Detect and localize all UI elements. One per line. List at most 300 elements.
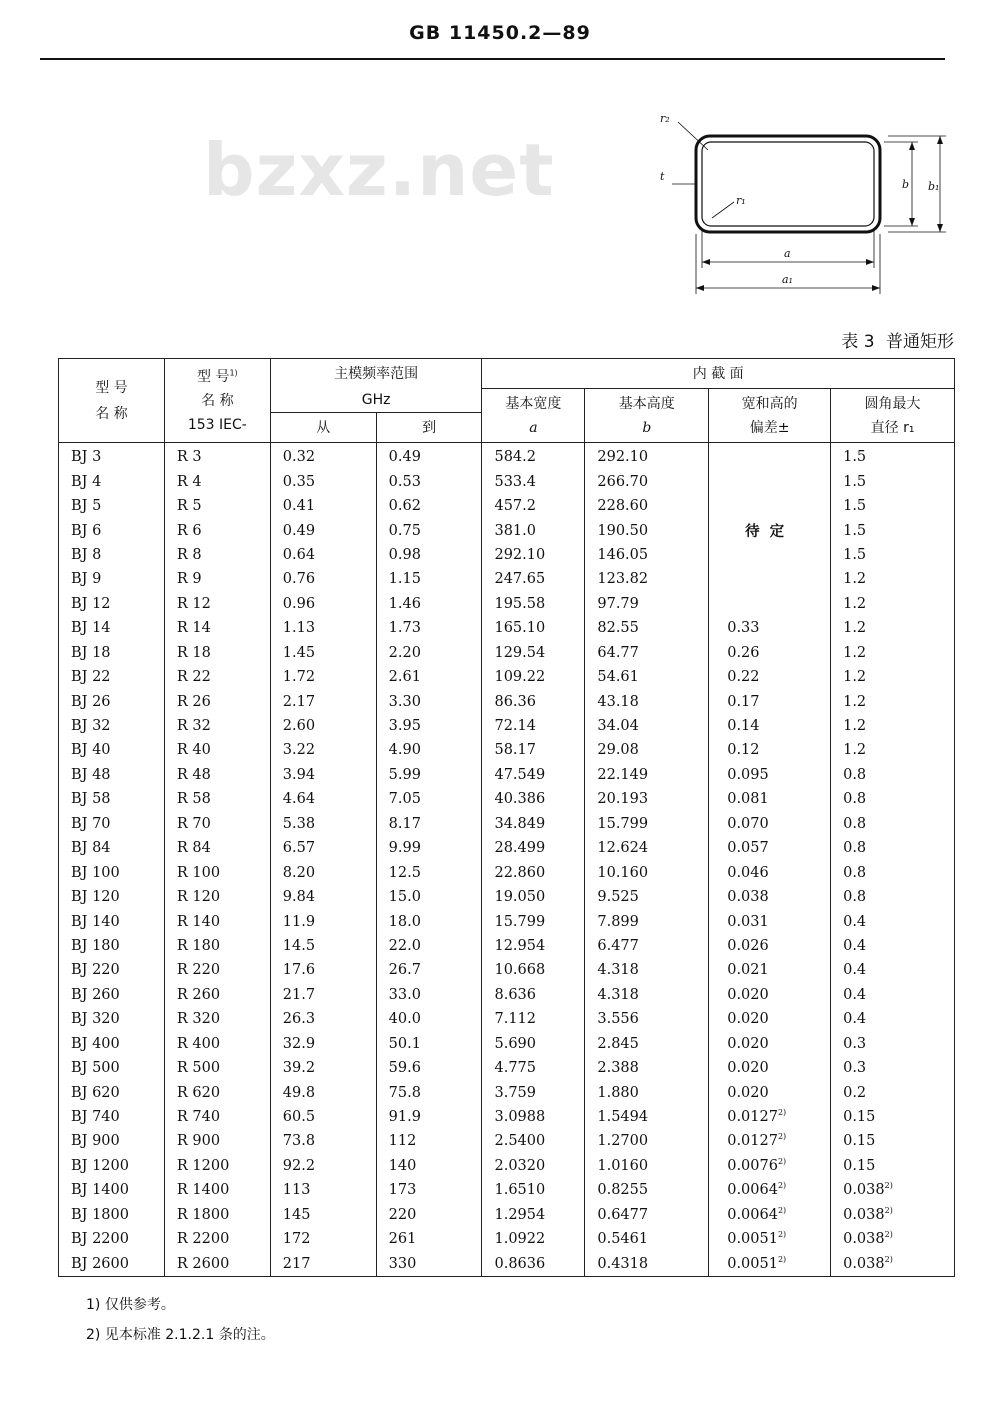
cell-width: 2.0320: [482, 1154, 585, 1178]
cell-freq-from: 0.64: [270, 543, 376, 567]
cell-freq-from: 217: [270, 1251, 376, 1276]
cell-tolerance: 0.0064$^{2)}$: [709, 1203, 831, 1227]
cell-type-name: BJ 500: [59, 1056, 165, 1080]
cell-height: 10.160: [585, 860, 709, 884]
cell-freq-to: 1.46: [376, 592, 482, 616]
table-row: [59, 1129, 955, 1153]
cell-tolerance: 0.020: [709, 983, 831, 1007]
cell-freq-to: 75.8: [376, 1080, 482, 1104]
cell-tolerance: 0.0051$^{2)}$: [709, 1227, 831, 1251]
cell-freq-from: 172: [270, 1227, 376, 1251]
cell-height: 4.318: [585, 958, 709, 982]
cell-freq-from: 0.76: [270, 567, 376, 591]
waveguide-cross-section-diagram: [650, 108, 950, 303]
cell-height: 15.799: [585, 812, 709, 836]
cell-tolerance: 0.26: [709, 641, 831, 665]
cell-tolerance: 0.020: [709, 1007, 831, 1031]
cell-corner-radius: 0.4: [831, 909, 955, 933]
cell-height: 20.193: [585, 787, 709, 811]
cell-iec-name: R 9: [164, 567, 270, 591]
cell-height: 43.18: [585, 689, 709, 713]
cell-freq-from: 0.35: [270, 469, 376, 493]
cell-height: 1.880: [585, 1080, 709, 1104]
cell-iec-name: R 260: [164, 983, 270, 1007]
cell-tolerance-pending: 待定: [709, 443, 831, 617]
cell-height: 0.4318: [585, 1251, 709, 1276]
cell-height: 2.388: [585, 1056, 709, 1080]
cell-width: 7.112: [482, 1007, 585, 1031]
cell-corner-radius: 0.4: [831, 1007, 955, 1031]
cell-freq-from: 14.5: [270, 934, 376, 958]
cell-freq-to: 140: [376, 1154, 482, 1178]
table-row: [59, 1154, 955, 1178]
cell-freq-to: 330: [376, 1251, 482, 1276]
cell-freq-to: 91.9: [376, 1105, 482, 1129]
cell-freq-from: 3.94: [270, 763, 376, 787]
cell-height: 266.70: [585, 469, 709, 493]
cell-tolerance: 0.021: [709, 958, 831, 982]
header-height: 基本高度 b: [585, 389, 709, 443]
cell-type-name: BJ 12: [59, 592, 165, 616]
header-iec-name: 型 号$^{1)}$ 名 称 153 IEC-: [164, 359, 270, 443]
cell-freq-from: 32.9: [270, 1032, 376, 1056]
cell-tolerance: 0.026: [709, 934, 831, 958]
cell-tolerance: 0.020: [709, 1032, 831, 1056]
cell-iec-name: R 40: [164, 738, 270, 762]
cell-iec-name: R 400: [164, 1032, 270, 1056]
cell-type-name: BJ 48: [59, 763, 165, 787]
cell-type-name: BJ 1200: [59, 1154, 165, 1178]
cell-freq-to: 0.75: [376, 518, 482, 542]
cell-type-name: BJ 3: [59, 443, 165, 470]
cell-freq-from: 39.2: [270, 1056, 376, 1080]
cell-height: 54.61: [585, 665, 709, 689]
cell-iec-name: R 740: [164, 1105, 270, 1129]
cell-corner-radius: 1.2: [831, 641, 955, 665]
cell-height: 4.318: [585, 983, 709, 1007]
cell-type-name: BJ 40: [59, 738, 165, 762]
cell-type-name: BJ 900: [59, 1129, 165, 1153]
table-row: [59, 1105, 955, 1129]
cell-width: 1.0922: [482, 1227, 585, 1251]
cell-freq-from: 0.96: [270, 592, 376, 616]
cell-height: 34.04: [585, 714, 709, 738]
cell-iec-name: R 120: [164, 885, 270, 909]
cell-corner-radius: 0.15: [831, 1154, 955, 1178]
cell-height: 2.845: [585, 1032, 709, 1056]
cell-height: 0.5461: [585, 1227, 709, 1251]
cell-type-name: BJ 120: [59, 885, 165, 909]
cell-corner-radius: 0.038$^{2)}$: [831, 1227, 955, 1251]
cell-type-name: BJ 2200: [59, 1227, 165, 1251]
cell-tolerance: 0.020: [709, 1080, 831, 1104]
cell-height: 29.08: [585, 738, 709, 762]
cell-type-name: BJ 9: [59, 567, 165, 591]
diagram-label-b: b: [902, 178, 910, 191]
cell-freq-from: 17.6: [270, 958, 376, 982]
cell-iec-name: R 4: [164, 469, 270, 493]
cell-type-name: BJ 5: [59, 494, 165, 518]
cell-iec-name: R 8: [164, 543, 270, 567]
cell-freq-from: 1.13: [270, 616, 376, 640]
cell-freq-to: 59.6: [376, 1056, 482, 1080]
cell-width: 15.799: [482, 909, 585, 933]
table-row: [59, 1178, 955, 1202]
cell-corner-radius: 1.2: [831, 738, 955, 762]
cell-tolerance: 0.038: [709, 885, 831, 909]
cell-iec-name: R 12: [164, 592, 270, 616]
header-width: 基本宽度 a: [482, 389, 585, 443]
cell-tolerance: 0.0051$^{2)}$: [709, 1251, 831, 1276]
cell-corner-radius: 0.4: [831, 934, 955, 958]
cell-corner-radius: 0.4: [831, 983, 955, 1007]
cell-tolerance: 0.031: [709, 909, 831, 933]
cell-width: 1.2954: [482, 1203, 585, 1227]
diagram-label-a: a: [784, 247, 791, 260]
cell-tolerance: 0.0127$^{2)}$: [709, 1105, 831, 1129]
header-type-name: 型 号 名 称: [59, 359, 165, 443]
cell-height: 190.50: [585, 518, 709, 542]
standard-number: GB 11450.2—89: [409, 22, 591, 44]
header-from: 从: [270, 413, 376, 443]
cell-height: 292.10: [585, 443, 709, 470]
cell-corner-radius: 0.8: [831, 763, 955, 787]
footnote-1: 1) 仅供参考。: [86, 1297, 175, 1313]
cell-iec-name: R 620: [164, 1080, 270, 1104]
cell-freq-from: 1.45: [270, 641, 376, 665]
cell-iec-name: R 70: [164, 812, 270, 836]
cell-iec-name: R 500: [164, 1056, 270, 1080]
cell-width: 247.65: [482, 567, 585, 591]
table-row: [59, 1227, 955, 1251]
cell-freq-from: 113: [270, 1178, 376, 1202]
cell-tolerance: 0.070: [709, 812, 831, 836]
cell-height: 97.79: [585, 592, 709, 616]
cell-width: 2.5400: [482, 1129, 585, 1153]
table-row: [59, 812, 955, 836]
cell-type-name: BJ 26: [59, 689, 165, 713]
cell-height: 1.5494: [585, 1105, 709, 1129]
cell-iec-name: R 26: [164, 689, 270, 713]
cell-corner-radius: 1.2: [831, 665, 955, 689]
header-freq-unit: GHz: [270, 389, 482, 413]
cell-width: 3.759: [482, 1080, 585, 1104]
table-row: [59, 787, 955, 811]
cell-freq-to: 173: [376, 1178, 482, 1202]
footnote-2: 2) 见本标准 2.1.2.1 条的注。: [86, 1327, 275, 1343]
cell-width: 40.386: [482, 787, 585, 811]
cell-corner-radius: 0.038$^{2)}$: [831, 1178, 955, 1202]
cell-iec-name: R 320: [164, 1007, 270, 1031]
cell-corner-radius: 0.8: [831, 812, 955, 836]
cell-freq-to: 5.99: [376, 763, 482, 787]
cell-width: 28.499: [482, 836, 585, 860]
cell-corner-radius: 1.5: [831, 518, 955, 542]
cell-corner-radius: 0.8: [831, 885, 955, 909]
cell-freq-from: 0.32: [270, 443, 376, 470]
footnotes: [86, 1290, 275, 1350]
cell-iec-name: R 48: [164, 763, 270, 787]
cell-type-name: BJ 100: [59, 860, 165, 884]
cell-height: 64.77: [585, 641, 709, 665]
table-caption: [835, 327, 954, 352]
cell-freq-to: 12.5: [376, 860, 482, 884]
cell-tolerance: 0.0064$^{2)}$: [709, 1178, 831, 1202]
cell-corner-radius: 0.8: [831, 787, 955, 811]
cell-corner-radius: 0.15: [831, 1105, 955, 1129]
cell-iec-name: R 2200: [164, 1227, 270, 1251]
cell-height: 228.60: [585, 494, 709, 518]
cell-height: 146.05: [585, 543, 709, 567]
cell-corner-radius: 0.8: [831, 860, 955, 884]
cell-freq-to: 0.98: [376, 543, 482, 567]
cell-freq-to: 220: [376, 1203, 482, 1227]
header-inner-section: 内 截 面: [482, 359, 955, 389]
cell-iec-name: R 3: [164, 443, 270, 470]
cell-type-name: BJ 70: [59, 812, 165, 836]
cell-freq-to: 4.90: [376, 738, 482, 762]
cell-iec-name: R 58: [164, 787, 270, 811]
table-row: [59, 860, 955, 884]
cell-height: 3.556: [585, 1007, 709, 1031]
table-row: [59, 689, 955, 713]
cell-height: 6.477: [585, 934, 709, 958]
cell-type-name: BJ 320: [59, 1007, 165, 1031]
cell-iec-name: R 6: [164, 518, 270, 542]
table-row: [59, 1080, 955, 1104]
cell-iec-name: R 1400: [164, 1178, 270, 1202]
diagram-label-r1: r₁: [736, 194, 746, 207]
cell-type-name: BJ 14: [59, 616, 165, 640]
cell-type-name: BJ 260: [59, 983, 165, 1007]
header-tolerance: 宽和高的 偏差±: [709, 389, 831, 443]
cell-width: 1.6510: [482, 1178, 585, 1202]
cell-iec-name: R 1800: [164, 1203, 270, 1227]
table-row: [59, 934, 955, 958]
table-row: [59, 641, 955, 665]
cell-freq-from: 21.7: [270, 983, 376, 1007]
cell-type-name: BJ 8: [59, 543, 165, 567]
cell-freq-from: 6.57: [270, 836, 376, 860]
cell-width: 533.4: [482, 469, 585, 493]
diagram-label-a1: a₁: [782, 273, 793, 286]
header-rule: [40, 58, 945, 60]
cell-corner-radius: 0.15: [831, 1129, 955, 1153]
cell-corner-radius: 0.4: [831, 958, 955, 982]
cell-height: 123.82: [585, 567, 709, 591]
cell-corner-radius: 0.8: [831, 836, 955, 860]
diagram-label-t: t: [660, 170, 665, 183]
diagram-label-r2: r₂: [660, 112, 670, 125]
watermark: bzxz.net: [203, 128, 555, 212]
cell-freq-to: 15.0: [376, 885, 482, 909]
cell-freq-from: 1.72: [270, 665, 376, 689]
cell-height: 22.149: [585, 763, 709, 787]
cell-corner-radius: 1.2: [831, 592, 955, 616]
diagram-label-b1: b₁: [928, 180, 940, 193]
cell-type-name: BJ 22: [59, 665, 165, 689]
cell-height: 82.55: [585, 616, 709, 640]
cell-corner-radius: 0.2: [831, 1080, 955, 1104]
cell-tolerance: 0.14: [709, 714, 831, 738]
cell-iec-name: R 14: [164, 616, 270, 640]
cell-tolerance: 0.046: [709, 860, 831, 884]
cell-freq-from: 11.9: [270, 909, 376, 933]
cell-freq-from: 0.41: [270, 494, 376, 518]
table-row: [59, 714, 955, 738]
cell-type-name: BJ 18: [59, 641, 165, 665]
cell-tolerance: 0.095: [709, 763, 831, 787]
table-row: [59, 909, 955, 933]
cell-freq-to: 0.62: [376, 494, 482, 518]
cell-freq-from: 49.8: [270, 1080, 376, 1104]
table-title: 普通矩形: [886, 332, 954, 352]
cell-iec-name: R 84: [164, 836, 270, 860]
cell-corner-radius: 0.3: [831, 1056, 955, 1080]
cell-width: 584.2: [482, 443, 585, 470]
cell-tolerance: 0.020: [709, 1056, 831, 1080]
cell-iec-name: R 2600: [164, 1251, 270, 1276]
cell-corner-radius: 0.038$^{2)}$: [831, 1203, 955, 1227]
cell-width: 165.10: [482, 616, 585, 640]
cell-freq-to: 8.17: [376, 812, 482, 836]
cell-type-name: BJ 32: [59, 714, 165, 738]
cell-freq-to: 9.99: [376, 836, 482, 860]
cell-width: 292.10: [482, 543, 585, 567]
cell-freq-to: 40.0: [376, 1007, 482, 1031]
table-row: [59, 738, 955, 762]
cell-type-name: BJ 6: [59, 518, 165, 542]
cell-freq-from: 2.17: [270, 689, 376, 713]
cell-type-name: BJ 140: [59, 909, 165, 933]
cell-type-name: BJ 84: [59, 836, 165, 860]
cell-freq-to: 7.05: [376, 787, 482, 811]
cell-corner-radius: 1.2: [831, 714, 955, 738]
table-row: [59, 1203, 955, 1227]
cell-tolerance: 0.22: [709, 665, 831, 689]
cell-width: 3.0988: [482, 1105, 585, 1129]
table-row: [59, 836, 955, 860]
header-to: 到: [376, 413, 482, 443]
cell-corner-radius: 1.5: [831, 443, 955, 470]
cell-tolerance: 0.0127$^{2)}$: [709, 1129, 831, 1153]
cell-type-name: BJ 4: [59, 469, 165, 493]
cell-corner-radius: 0.038$^{2)}$: [831, 1251, 955, 1276]
cell-iec-name: R 32: [164, 714, 270, 738]
cell-freq-to: 112: [376, 1129, 482, 1153]
table-row: [59, 443, 955, 470]
header-freq-range: 主模频率范围: [270, 359, 482, 389]
cell-freq-from: 60.5: [270, 1105, 376, 1129]
cell-corner-radius: 1.5: [831, 469, 955, 493]
cell-width: 5.690: [482, 1032, 585, 1056]
cell-freq-from: 92.2: [270, 1154, 376, 1178]
cell-width: 12.954: [482, 934, 585, 958]
cell-corner-radius: 1.2: [831, 689, 955, 713]
cell-tolerance: 0.057: [709, 836, 831, 860]
cell-freq-to: 33.0: [376, 983, 482, 1007]
cell-freq-from: 8.20: [270, 860, 376, 884]
cell-freq-from: 26.3: [270, 1007, 376, 1031]
cell-height: 1.2700: [585, 1129, 709, 1153]
cell-width: 10.668: [482, 958, 585, 982]
cell-freq-from: 3.22: [270, 738, 376, 762]
cell-width: 8.636: [482, 983, 585, 1007]
table-row: [59, 1251, 955, 1276]
cell-width: 58.17: [482, 738, 585, 762]
cell-width: 381.0: [482, 518, 585, 542]
table-row: [59, 1032, 955, 1056]
table-row: [59, 885, 955, 909]
table-row: [59, 665, 955, 689]
cell-iec-name: R 18: [164, 641, 270, 665]
cell-width: 19.050: [482, 885, 585, 909]
cell-freq-to: 2.20: [376, 641, 482, 665]
cell-freq-from: 5.38: [270, 812, 376, 836]
cell-iec-name: R 100: [164, 860, 270, 884]
cell-type-name: BJ 58: [59, 787, 165, 811]
cell-freq-from: 0.49: [270, 518, 376, 542]
cell-type-name: BJ 180: [59, 934, 165, 958]
cell-iec-name: R 5: [164, 494, 270, 518]
cell-iec-name: R 220: [164, 958, 270, 982]
cell-height: 0.6477: [585, 1203, 709, 1227]
table-row: [59, 1056, 955, 1080]
cell-tolerance: 0.17: [709, 689, 831, 713]
cell-tolerance: 0.081: [709, 787, 831, 811]
cell-iec-name: R 140: [164, 909, 270, 933]
cell-width: 22.860: [482, 860, 585, 884]
cell-width: 72.14: [482, 714, 585, 738]
cell-width: 195.58: [482, 592, 585, 616]
waveguide-spec-table: [58, 358, 955, 1277]
cell-width: 129.54: [482, 641, 585, 665]
cell-width: 34.849: [482, 812, 585, 836]
cell-type-name: BJ 2600: [59, 1251, 165, 1276]
cell-corner-radius: 1.5: [831, 494, 955, 518]
cell-corner-radius: 1.2: [831, 616, 955, 640]
cell-freq-to: 1.15: [376, 567, 482, 591]
table-row: [59, 763, 955, 787]
cell-freq-to: 18.0: [376, 909, 482, 933]
cell-type-name: BJ 620: [59, 1080, 165, 1104]
cell-freq-from: 9.84: [270, 885, 376, 909]
table-number: 表 3: [841, 332, 875, 352]
cell-corner-radius: 1.5: [831, 543, 955, 567]
cell-width: 47.549: [482, 763, 585, 787]
cell-freq-to: 2.61: [376, 665, 482, 689]
cell-height: 9.525: [585, 885, 709, 909]
cell-iec-name: R 1200: [164, 1154, 270, 1178]
table-row: [59, 616, 955, 640]
cell-height: 12.624: [585, 836, 709, 860]
cell-freq-from: 73.8: [270, 1129, 376, 1153]
cell-freq-to: 0.49: [376, 443, 482, 470]
cell-freq-from: 145: [270, 1203, 376, 1227]
cell-freq-from: 2.60: [270, 714, 376, 738]
cell-height: 7.899: [585, 909, 709, 933]
cell-freq-to: 3.95: [376, 714, 482, 738]
cell-tolerance: 0.33: [709, 616, 831, 640]
cell-freq-to: 3.30: [376, 689, 482, 713]
cell-tolerance: 0.12: [709, 738, 831, 762]
cell-iec-name: R 900: [164, 1129, 270, 1153]
cell-width: 109.22: [482, 665, 585, 689]
cell-freq-to: 0.53: [376, 469, 482, 493]
header-corner-radius: 圆角最大 直径 r₁: [831, 389, 955, 443]
table-row: [59, 958, 955, 982]
cell-freq-to: 50.1: [376, 1032, 482, 1056]
